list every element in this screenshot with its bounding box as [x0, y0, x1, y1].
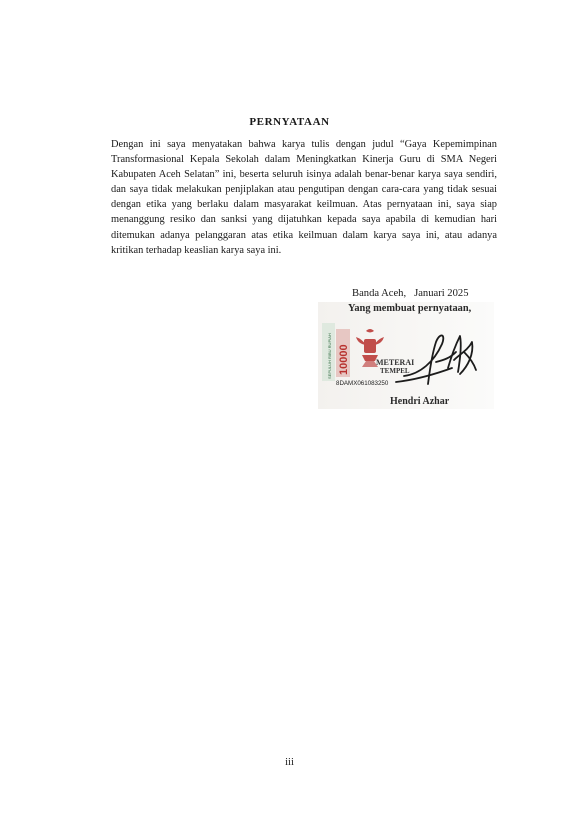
stamp-label-2: TEMPEL: [380, 367, 410, 375]
page-number: iii: [285, 757, 294, 768]
stamp-value: 10000: [338, 344, 350, 375]
signer-name: Hendri Azhar: [390, 396, 450, 407]
stamp-serial: 8DAMX061083250: [336, 380, 389, 387]
stamp-side-text: SEPULUH RIBU RUPIAH: [327, 333, 332, 379]
page-title: PERNYATAAN: [249, 116, 330, 128]
made-by-label: Yang membuat pernyataan,: [348, 303, 472, 314]
handwritten-signature-icon: [394, 324, 486, 394]
statement-paragraph: Dengan ini saya menyatakan bahwa karya tulis dengan judul “Gaya Kepemimpinan Transformasional Kepala Sekolah dalam Meningkatkan Kinerja Guru di SMA Negeri Kabupaten Aceh Selatan” ini, beserta seluruh isinya adalah benar-benar karya saya sendiri, dan saya tidak melakukan penjiplakan atau pengutipan dengan cara-cara yang tidak sesuai dengan etika yang berlaku dalam masyarakat keilmuan. Atas pernyataan ini, saya siap menanggung resiko dan sanksi yang dijatuhkan kepada saya apabila di kemudian hari ditemukan adanya pelanggaran atas etika keilmuan dalam karya saya ini, atau adanya kritikan terhadap keaslian karya saya ini.: [111, 139, 497, 256]
stamp-label-1: METERAI: [376, 358, 415, 367]
place-date: Banda Aceh, Januari 2025: [352, 288, 469, 299]
signature-block: [318, 302, 494, 409]
